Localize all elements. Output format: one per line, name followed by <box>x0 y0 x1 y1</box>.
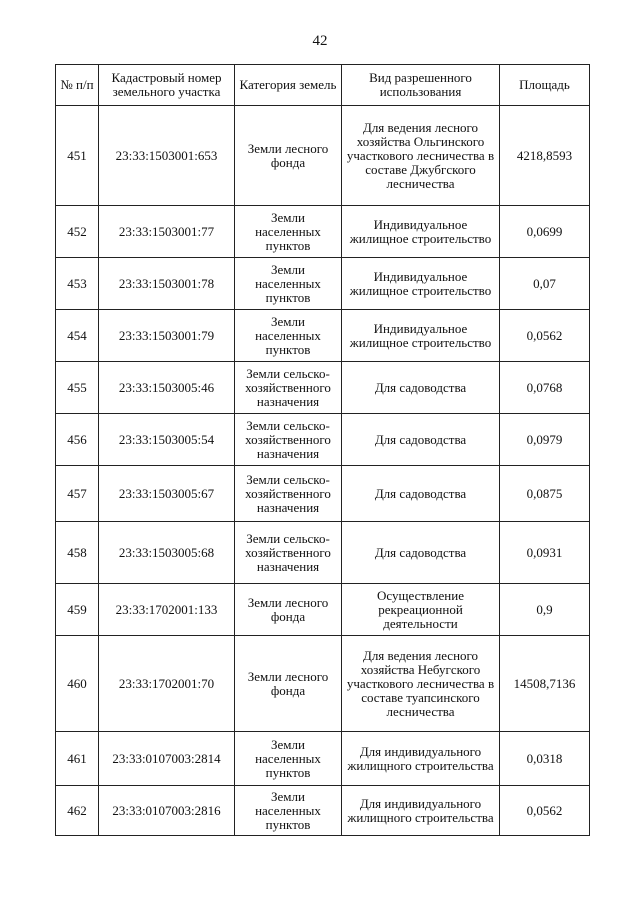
cell-area: 0,0979 <box>500 414 590 466</box>
cell-category: Земли лесного фонда <box>235 106 342 206</box>
cell-area: 0,0318 <box>500 732 590 786</box>
land-plots-table <box>55 64 590 836</box>
cell-usage: Для садоводства <box>342 466 500 522</box>
header-category: Категория земель <box>235 65 342 106</box>
cell-category: Земли населенных пунктов <box>235 206 342 258</box>
cell-usage: Для ведения лесного хозяйства Небугского участкового лесничества в составе туапсинского лесничества <box>342 636 500 732</box>
cell-cadastral: 23:33:1503001:77 <box>99 206 235 258</box>
cell-usage: Индивидуальное жилищное строительство <box>342 206 500 258</box>
header-area: Площадь <box>500 65 590 106</box>
table-row <box>56 466 590 522</box>
cell-category: Земли сельско-хозяйственного назначения <box>235 466 342 522</box>
cell-num: 459 <box>56 584 99 636</box>
cell-cadastral: 23:33:0107003:2814 <box>99 732 235 786</box>
cell-usage: Осуществление рекреационной деятельности <box>342 584 500 636</box>
cell-area: 0,0562 <box>500 786 590 836</box>
cell-num: 451 <box>56 106 99 206</box>
cell-area: 14508,7136 <box>500 636 590 732</box>
cell-num: 455 <box>56 362 99 414</box>
cell-category: Земли сельско-хозяйственного назначения <box>235 522 342 584</box>
table-row <box>56 786 590 836</box>
cell-num: 452 <box>56 206 99 258</box>
cell-cadastral: 23:33:1503001:653 <box>99 106 235 206</box>
cell-area: 0,0699 <box>500 206 590 258</box>
table-row <box>56 522 590 584</box>
cell-usage: Для садоводства <box>342 414 500 466</box>
header-cadastral: Кадастровый номер земельного участка <box>99 65 235 106</box>
cell-area: 4218,8593 <box>500 106 590 206</box>
table-header-row <box>56 65 590 106</box>
cell-area: 0,0562 <box>500 310 590 362</box>
cell-cadastral: 23:33:1702001:70 <box>99 636 235 732</box>
cell-area: 0,0768 <box>500 362 590 414</box>
cell-num: 462 <box>56 786 99 836</box>
cell-num: 458 <box>56 522 99 584</box>
cell-num: 453 <box>56 258 99 310</box>
table-row <box>56 636 590 732</box>
page-number: 42 <box>312 33 328 49</box>
cell-cadastral: 23:33:1503001:79 <box>99 310 235 362</box>
cell-category: Земли населенных пунктов <box>235 786 342 836</box>
cell-usage: Для садоводства <box>342 362 500 414</box>
cell-num: 460 <box>56 636 99 732</box>
cell-usage: Для ведения лесного хозяйства Ольгинского участкового лесничества в составе Джубгского лесничества <box>342 106 500 206</box>
cell-category: Земли лесного фонда <box>235 636 342 732</box>
cell-cadastral: 23:33:0107003:2816 <box>99 786 235 836</box>
cell-usage: Для садоводства <box>342 522 500 584</box>
cell-num: 461 <box>56 732 99 786</box>
cell-cadastral: 23:33:1503005:54 <box>99 414 235 466</box>
table-row <box>56 206 590 258</box>
cell-num: 456 <box>56 414 99 466</box>
cell-cadastral: 23:33:1503005:46 <box>99 362 235 414</box>
cell-category: Земли населенных пунктов <box>235 732 342 786</box>
cell-area: 0,0931 <box>500 522 590 584</box>
table-row <box>56 732 590 786</box>
header-num: № п/п <box>56 65 99 106</box>
table-row <box>56 258 590 310</box>
cell-usage: Для индивидуального жилищного строительства <box>342 732 500 786</box>
cell-usage: Индивидуальное жилищное строительство <box>342 258 500 310</box>
cell-category: Земли сельско-хозяйственного назначения <box>235 414 342 466</box>
cell-num: 454 <box>56 310 99 362</box>
header-usage: Вид разрешенного использования <box>342 65 500 106</box>
cell-category: Земли сельско-хозяйственного назначения <box>235 362 342 414</box>
cell-area: 0,0875 <box>500 466 590 522</box>
table-row <box>56 362 590 414</box>
cell-cadastral: 23:33:1503005:67 <box>99 466 235 522</box>
cell-cadastral: 23:33:1503001:78 <box>99 258 235 310</box>
cell-num: 457 <box>56 466 99 522</box>
cell-category: Земли лесного фонда <box>235 584 342 636</box>
cell-area: 0,9 <box>500 584 590 636</box>
cell-category: Земли населенных пунктов <box>235 258 342 310</box>
table-row <box>56 310 590 362</box>
table-row <box>56 584 590 636</box>
table-row <box>56 414 590 466</box>
cell-cadastral: 23:33:1503005:68 <box>99 522 235 584</box>
cell-usage: Для индивидуального жилищного строительства <box>342 786 500 836</box>
cell-usage: Индивидуальное жилищное строительство <box>342 310 500 362</box>
cell-cadastral: 23:33:1702001:133 <box>99 584 235 636</box>
table-row <box>56 106 590 206</box>
cell-category: Земли населенных пунктов <box>235 310 342 362</box>
cell-area: 0,07 <box>500 258 590 310</box>
